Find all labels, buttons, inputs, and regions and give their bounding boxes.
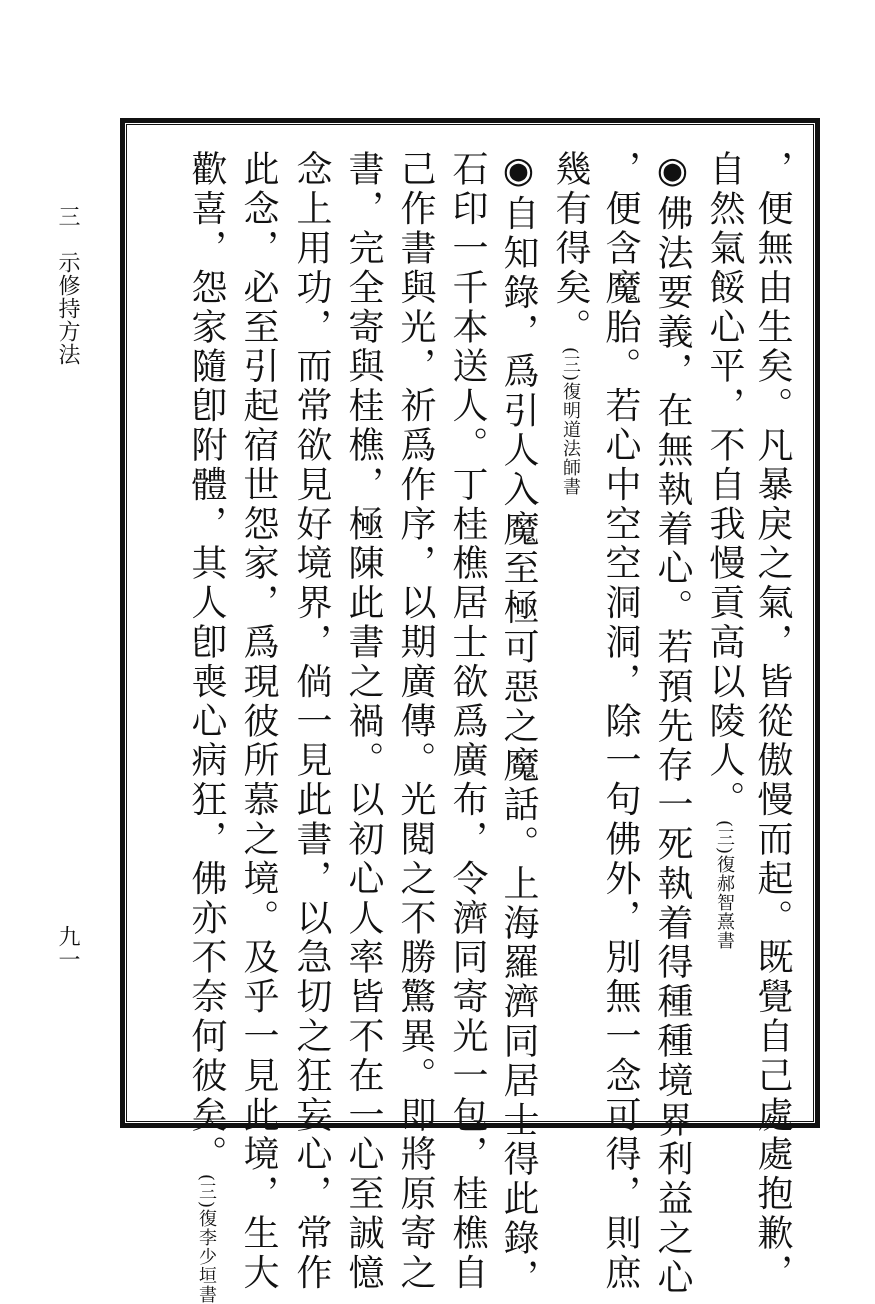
source-note: (三)復李少垣書 [196,1174,217,1304]
column-text: ◉自知錄，爲引人入魔至極可惡之魔話。上海羅濟同居士得此錄， [498,150,539,1298]
text-column-7 [443,150,488,1293]
column-text: 石印一千本送人。丁桂樵居士欲爲廣布，令濟同寄光一包，桂樵自 [447,150,488,1293]
text-column-5 [546,150,591,497]
column-text: 念上用功，而常欲見好境界，倘一見此書，以急切之狂妄心，常作 [291,150,332,1293]
column-text: ◉佛法要義，在無執着心。若預先存一死執着得種種境界利益之心 [652,150,693,1298]
column-text: 此念，必至引起宿世怨家，爲現彼所慕之境。及乎一見此境，生大 [238,150,279,1293]
text-column-4 [596,150,641,1293]
text-column-6 [494,150,539,1298]
column-text: 書，完全寄與桂樵，極陳此書之禍。以初心人率皆不在一心至誠憶 [343,150,384,1293]
text-column-3 [648,150,693,1298]
column-text: 己作書與光，祈爲作序，以期廣傳。光閱之不勝驚異。即將原寄之 [395,150,436,1293]
source-note: (三)復郝智熹書 [714,819,735,950]
page-number: 九一 [55,925,80,971]
section-title: 三 示修持方法 [55,205,80,366]
text-column-10 [287,150,332,1293]
column-text: ，便無由生矣。凡暴戾之氣，皆從傲慢而起。既覺自己處處抱歉， [752,150,793,1293]
column-text: 幾有得矣。 [550,150,591,347]
column-text: ，便含魔胎。若心中空空洞洞，除一句佛外，別無一念可得，則庶 [600,150,641,1293]
column-text: 歡喜，怨家隨卽附體，其人卽喪心病狂，佛亦不奈何彼矣。 [186,150,227,1175]
text-column-1 [748,150,793,1293]
text-column-12 [182,150,227,1304]
text-column-11 [234,150,279,1293]
source-note: (三)復明道法師書 [560,347,581,497]
text-column-2 [700,150,745,950]
text-column-8 [391,150,436,1293]
column-text: 自然氣餒心平，不自我慢貢高以陵人。 [704,150,745,820]
text-column-9 [339,150,384,1293]
